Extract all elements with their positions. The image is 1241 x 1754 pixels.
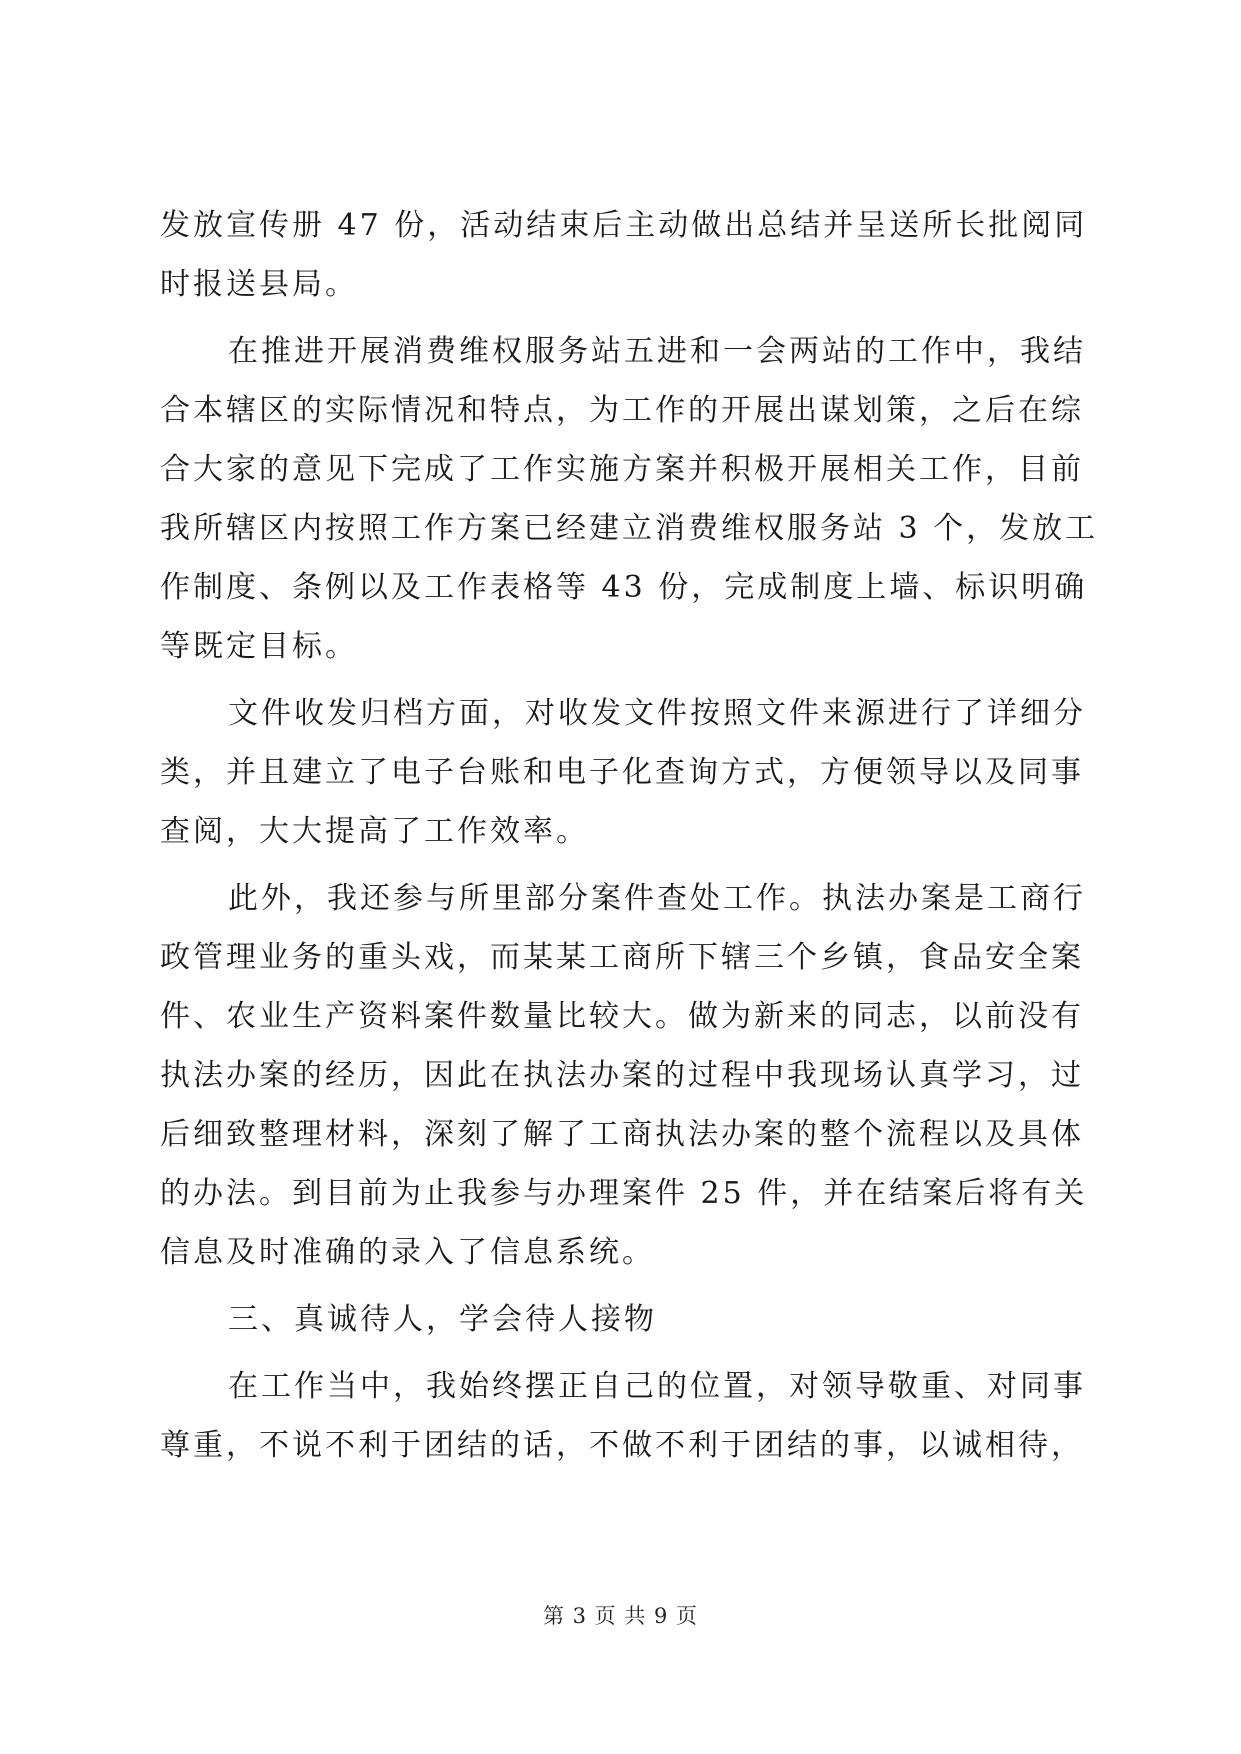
text-line: 文件收发归档方面，对收发文件按照文件来源进行了详细分 xyxy=(228,696,1086,731)
text-line: 作制度、条例以及工作表格等 43 份，完成制度上墙、标识明确 xyxy=(160,570,1088,605)
paragraph-4 xyxy=(160,869,1090,1282)
text-line: 在推进开展消费维权服务站五进和一会两站的工作中，我结 xyxy=(228,334,1086,369)
paragraph-1 xyxy=(160,196,1090,314)
text-line: 查阅，大大提高了工作效率。 xyxy=(160,814,589,849)
text-line: 执法办案的经历，因此在执法办案的过程中我现场认真学习，过 xyxy=(160,1058,1084,1093)
text-line: 政管理业务的重头戏，而某某工商所下辖三个乡镇，食品安全案 xyxy=(160,940,1084,975)
text-line: 三、真诚待人，学会待人接物 xyxy=(228,1302,657,1337)
text-line: 信息及时准确的录入了信息系统。 xyxy=(160,1235,655,1270)
section-heading xyxy=(160,1290,1090,1349)
text-line: 合本辖区的实际情况和特点，为工作的开展出谋划策，之后在综 xyxy=(160,393,1084,428)
paragraph-2 xyxy=(160,322,1099,676)
text-line: 此外，我还参与所里部分案件查处工作。执法办案是工商行 xyxy=(228,881,1086,916)
text-line: 尊重，不说不利于团结的话，不做不利于团结的事，以诚相待， xyxy=(160,1428,1084,1463)
text-line: 发放宣传册 47 份，活动结束后主动做出总结并呈送所长批阅同 xyxy=(160,208,1088,243)
text-line: 我所辖区内按照工作方案已经建立消费维权服务站 3 个，发放工 xyxy=(160,511,1099,546)
document-body xyxy=(160,196,1099,1475)
text-line: 的办法。到目前为止我参与办理案件 25 件，并在结案后将有关 xyxy=(160,1176,1088,1211)
text-line: 时报送县局。 xyxy=(160,267,358,302)
text-line: 后细致整理材料，深刻了解了工商执法办案的整个流程以及具体 xyxy=(160,1117,1084,1152)
text-line: 类，并且建立了电子台账和电子化查询方式，方便领导以及同事 xyxy=(160,755,1084,790)
text-line: 等既定目标。 xyxy=(160,629,358,664)
text-line: 件、农业生产资料案件数量比较大。做为新来的同志，以前没有 xyxy=(160,999,1084,1034)
text-line: 合大家的意见下完成了工作实施方案并积极开展相关工作，目前 xyxy=(160,452,1084,487)
page-number-footer: 第 3 页 共 9 页 xyxy=(542,1604,699,1628)
text-line: 在工作当中，我始终摆正自己的位置，对领导敬重、对同事 xyxy=(228,1369,1086,1404)
paragraph-3 xyxy=(160,684,1090,861)
paragraph-6 xyxy=(160,1357,1090,1475)
